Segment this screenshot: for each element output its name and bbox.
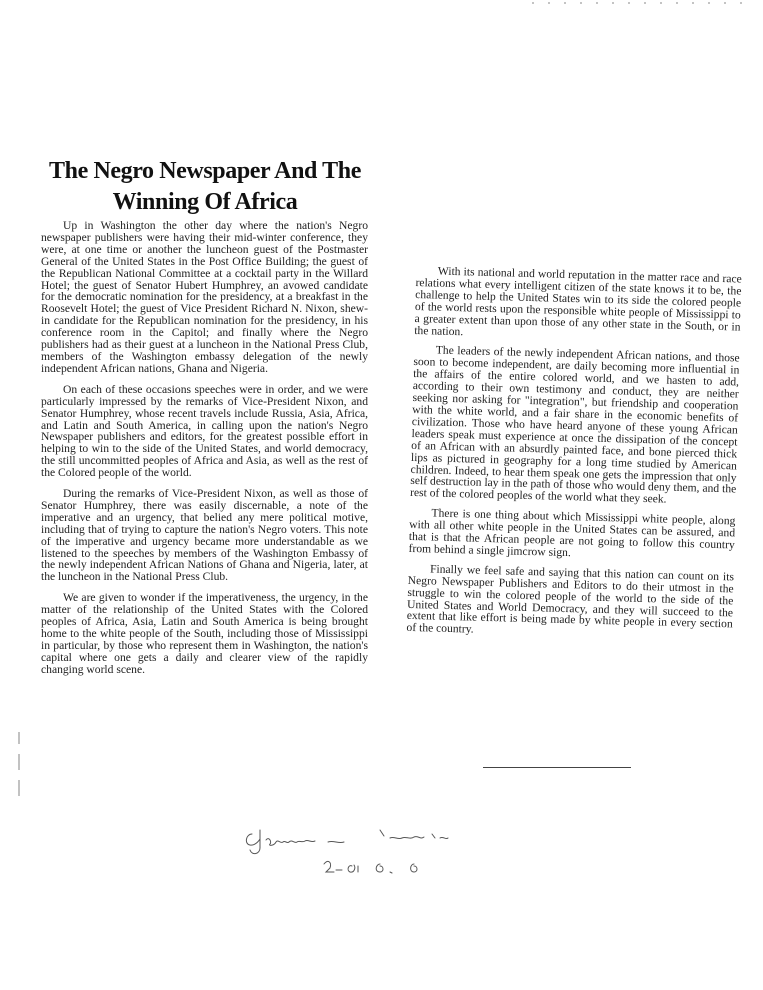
handwritten-source-note [240,820,490,880]
paragraph-left-2: On each of these occasions speeches were in order, and we were particularly impressed by the remarks of Vice-President Nixon, and Senator Humphrey, whose recent travels include Russia, Asia, Africa, and Latin and South America, in calling upon the nation's Negro Newspaper publishers and editors, for the greatest possible effort in helping to win to the side of the United States, and world democracy, the still uncommitted peoples of Africa and Asia, as well as the rest of the Colored people of the world. [41,382,368,480]
end-rule-divider [483,767,631,768]
article-title [40,156,370,218]
article-title-line-1: The Negro Newspaper And The [49,158,361,184]
article-title-line-2: Winning Of Africa [112,189,298,215]
paragraph-left-3: During the remarks of Vice-President Nixon, as well as those of Senator Humphrey, there was easily discernable, a note of the imperative and an urgency, that belied any mere political motive, including that of trying to capture the nation's Negro voters. This note of the imperative and urgency became more understandable as we listened to the speeches by members of the Washington Embassy of the newly independent African Nations of Ghana and Nigeria, later, at the luncheon in the National Press Club. [41,487,368,584]
paragraph-left-1: Up in Washington the other day where the nation's Negro newspaper publishers were having their mid-winter conference, they were, at one time or another the luncheon guest of the Postmaster General of the United States in the Post Office Building; the guest of the Republican National Committee at a cocktail party in the Willard Hotel; the guest of Senator Hubert Humphrey, an avowed candidate for the democratic nomination for the presidency, at a breakfast in the Roosevelt Hotel; the guest of Vice President Richard N. Nixon, shew-in candidate for the Republican nomination for the presidency, in his conference room in the Capitol; and finally where the Negro publishers had as their guest at a luncheon in the National Press Club, members of the Washington embassy delegation of the newly independent African nations, Ghana and Nigeria. [41,219,368,375]
paragraph-left-4: We are given to wonder if the imperativeness, the urgency, in the matter of the relationship of the United States with the Colored peoples of Africa, Asia, Latin and South America is being brought home to the white people of the South, including those of Mississippi in particular, by those who represent them in Washington, the nation's capital where one gets a daily and clearer view of the rapidly changing world scene. [41,591,368,676]
paragraph-right-3: There is one thing about which Mississippi white people, along with all other white people in the United States can be assured, and that is that the African people are not going to follow this country from behind a single jimcrow sign. [408,506,736,560]
paragraph-right-2: The leaders of the newly independent African nations, and those soon to become independent, are daily becoming more influential in the affairs of the entire colored world, and we hasten to add, according to their own testimony and conduct, they are neither seeking nor asking for "integration", but friendship and cooperation with the white world, and a fair share in the economic benefits of civilization. Those who have heard anyone of these young African leaders speak must experience at once the dissipation of the concept of an African with an absurdly painted face, and bone pierced thick lips as pictured in geography for a long time studied by American children. Indeed, to hear them speak one gets the impression that only self destruction lay in the path of those who would deny them, and the rest of the colored peoples of the world what they seek. [409,343,740,506]
margin-pencil-marks [16,730,22,800]
right-column [406,265,742,651]
left-column [41,220,368,685]
scan-border-dots [527,0,757,6]
paragraph-right-1: With its national and world reputation in the matter race and race relations what every intelligent citizen of the state knows it to be, the challenge to help the United States win to its side the colored people of the world rests upon the responsible white people of Mississippi to a greater extent than upon those of any other state in the South, or in the nation. [414,264,742,338]
paragraph-right-4: Finally we feel safe and saying that this nation can count on its Negro Newspaper Publishers and Editors to do their utmost in the struggle to win the colored people of the world to the side of the United States and World Democracy, and they will succeed to the extent that like effort is being made by white people in every section of the country. [406,562,735,637]
